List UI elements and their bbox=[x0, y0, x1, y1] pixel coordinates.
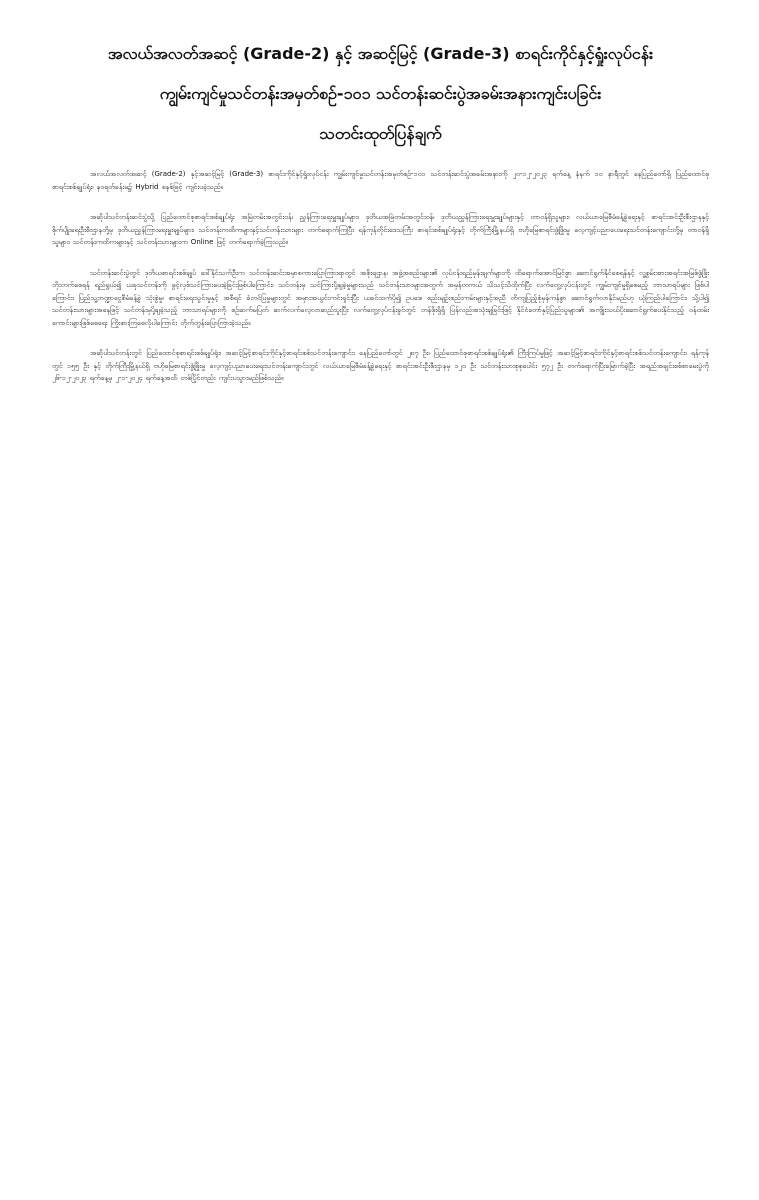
title-line-2: ကျွမ်းကျင်မှုသင်တန်းအမှတ်စဉ်-၁၀၁ သင်တန်းဆင်းပွဲအခမ်းအနားကျင်းပခြင်း bbox=[159, 84, 602, 103]
document-body bbox=[52, 168, 709, 385]
paragraph-3: သင်တန်းဆင်းပွဲတွင် ဒုတိယစာရင်းစစ်ချုပ် ဒေါ်နိုင်သက်ဦးက သင်တန်းဆင်းအမှာစကားပြောကြားရာတွင် အစိုးရဌာန၊ အဖွဲ့အစည်းများ၏ လုပ်ငန်းရည်မှန်းချက်များကို ထိရောက်အောင်မြင်စွာ ဆောင်ရွက်နိုင်စေရန်နှင့် လူ့စွမ်းအားအရင်းအမြစ်ဖွံ့ဖြိုးတိုးတက်စေရန် ရည်ရွယ်၍ ယခုသင်တန်းကို ဖွင့်လှစ်သင်ကြားပေးခဲ့ခြင်းဖြစ်ပါကြောင်း၊ သင်တန်းမှ သင်ကြားပို့ချခဲ့မှုများသည် သင်တန်းသားများအတွက် အမှန်တကယ် သိသင့်သိထိုက်ပြီး လက်တွေ့လုပ်ငန်းတွင် ကျွမ်းကျင်မှုရှိစေမည့် ဘာသာရပ်များ ဖြစ်ပါကြောင်း၊ ပြည်သူ့ဘဏ္ဍာငွေစီမံခန့်ခွဲ သုံးစွဲမှု၊ စာရင်းရေးသွင်းမှုနှင့် အစီရင် ခံတင်ပြမှုများတွင် အမှားအယွင်းကင်းရှင်းပြီး ယခင်ထက်ပို၍ ဥပဒေ၊ စည်းမျဉ်းစည်းကမ်းများနှင့်အညီ တိကျပြည့်စုံမှန်ကန်စွာ ဆောင်ရွက်လာနိုင်မည်ဟု ယုံကြည်ပါကြောင်း၊ သို့ပါ၍ သင်တန်းသားများအနေဖြင့် သင်တန်းမှပို့ချခဲ့သည့် ဘာသာရပ်များကို စဉ်ဆက်မပြတ် ဆက်လက်လေ့လာဆည်းပူးပြီး လက်တွေ့လုပ်ငန်းခွင်တွင် တန်ဖိုးရှိရှိ ပြန်လည်အသုံးချခြင်းဖြင့် နိုင်ငံတော်နှင့်ပြည်သူများ၏ အကျိုးသယ်ပိုးဆောင်ရွက်ပေးနိုင်သည့် ဝန်ထမ်းကောင်းများဖြစ်စေရေး ကြိုးစားကြစေလိုပါကြောင်း တိုက်တွန်းပြောကြားခဲ့သည်။ bbox=[52, 268, 709, 327]
paragraph-2: အဆိုပါသင်တန်းဆင်းပွဲသို့ ပြည်ထောင်စုစာရင်းစစ်ချုပ်ရုံး အမြဲတမ်းအတွင်းဝန်၊ ညွှန်ကြားရေးမှူးချုပ်များ၊ ဒုတိယအမြဲတမ်းအတွင်းဝန်၊ ဒုတိယညွှန်ကြားရေးမှူးချုပ်များနှင့် တာဝန်ရှိသူများ၊ လယ်ယာမြေစီမံခန့်ခွဲရေးနှင့် စာရင်းအင်းဦးစီးဌာနနှင့် စိုက်ပျိုးရေးဦးစီးဌာနတို့မှ ဒုတိယညွှန်ကြားရေးမှူးချုပ်များ၊ သင်တန်းကထိကများနှင့်သင်တန်းသားများ တက်ရောက်ကြပြီး ရန်ကုန်တိုင်းဒေသကြီး စာရင်းစစ်ချုပ်ရုံးနှင့် တိုက်ကြီးမြို့နယ်ရှိ ဗဟိုမြေစာရင်းဖွံ့ဖြိုးမှု လေ့ကျင့်ပညာပေးရေးသင်တန်းကျောင်းတို့မှ တာဝန်ရှိသူများ၊ သင်တန်းကထိကများနှင့် သင်တန်းသားများက Online ဖြင့် တက်ရောက်ခဲ့ကြသည်။ bbox=[52, 213, 709, 246]
title-line-3: သတင်းထုတ်ပြန်ချက် bbox=[319, 124, 442, 143]
paragraph-4: အဆိုပါသင်တန်းတွင် ပြည်ထောင်စုစာရင်းစစ်ချုပ်ရုံး၊ အဆင့်မြင့်စာရင်းကိုင်နှင့်စာရင်းစစ်သင်တန်းကျောင်း၊ နေပြည်တော်တွင် ၂၈၇ ဦး၊ ပြည်ထောင်စုစာရင်းစစ်ချုပ်ရုံး၏ ကြီးကြပ်မှုဖြင့် အဆင့်မြင့်စာရင်းကိုင်နှင့်စာရင်းစစ်သင်တန်းကျောင်း၊ ရန်ကုန်တွင် ၁၅၅ ဦး နှင့် တိုက်ကြီးမြို့နယ်ရှိ ဗဟိုမြေစာရင်းဖွံ့ဖြိုးမှု လေ့ကျင့်ပညာပေးရေးသင်တန်းကျောင်းတွင် လယ်ယာမြေစီမံခန့်ခွဲရေးနှင့် စာရင်းအင်းဦးစီးဌာနမှ ၁၂၀ ဦး သင်တန်းသားစုစုပေါင်း ၅၇၂ ဦး တက်ရောက်ပြီးမြောက်ခဲ့ပြီး အရည်အချင်းစစ်စာမေးပွဲကို ၂၆-၁၂-၂၀၂၃ ရက်နေ့မှ ၂-၁-၂၀၂၄ ရက်နေ့အထိ တစ်ပြိုင်တည်း ကျင်းပသွားမည်ဖြစ်သည်။ bbox=[52, 349, 709, 382]
document-heading bbox=[52, 34, 709, 154]
title-line-1: အလယ်အလတ်အဆင့် (Grade-2) နှင့် အဆင့်မြင့် (Grade-3) စာရင်းကိုင်နှင့်ရှုံးလုပ်ငန်း bbox=[107, 44, 654, 63]
paragraph-1: အလယ်အလတ်အဆင့် (Grade-2) နှင့်အဆင့်မြင့် (Grade-3) စာရင်းကိုင်နှင့်ရှုံးလုပ်ငန်း ကျွမ်းကျင်မှုသင်တန်းအမှတ်စဉ်-၁၀၁ သင်တန်းဆင်းပွဲအခမ်းအနားကို ၂၀-၁၂-၂၀၂၃ ရက်နေ့ နံနက် ၁၀ နာရီတွင် နေပြည်တော်ရှိ ပြည်ထောင်စုစာရင်းစစ်ချုပ်ရုံး၊ န၀ရတ်ခန်းမ၌ Hybrid စနစ်ဖြင့် ကျင်းပခဲ့သည်။ bbox=[52, 170, 709, 191]
